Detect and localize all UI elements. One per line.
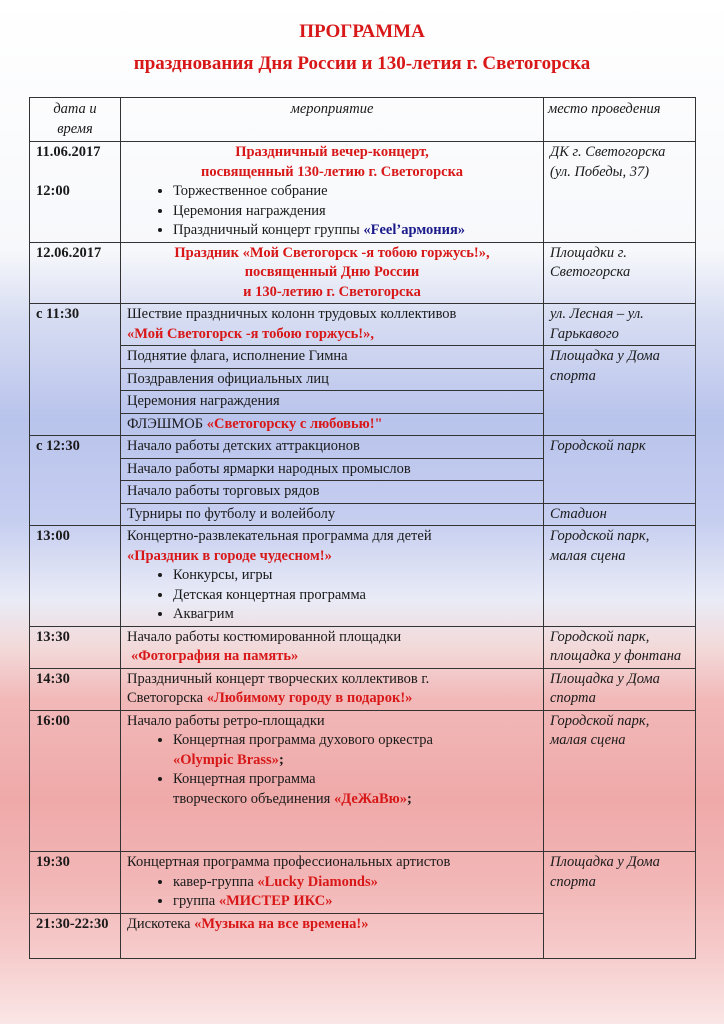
place-cell: Городской парк, малая сцена: [544, 526, 696, 627]
header-event: мероприятие: [121, 98, 544, 142]
event-cell: Церемония награждения: [121, 391, 544, 414]
place-cell: Стадион: [544, 503, 696, 526]
event-line: [127, 689, 537, 709]
time-cell: 13:00: [30, 526, 121, 627]
event-cell: [121, 710, 544, 852]
time-cell: с 12:30: [30, 436, 121, 526]
event-list: [127, 731, 537, 809]
time-cell: с 11:30: [30, 304, 121, 436]
page-title: ПРОГРАММА: [299, 21, 425, 42]
event-cell: Начало работы торговых рядов: [121, 481, 544, 504]
list-item: [173, 892, 537, 912]
event-list: [127, 182, 537, 241]
event-title: посвященный Дню России: [244, 264, 420, 280]
event-text: Шествие праздничных колонн трудовых коллективов: [127, 306, 457, 322]
event-text: Праздничный концерт творческих коллективов г.: [127, 670, 430, 687]
event-title: Праздничный вечер-концерт,: [235, 144, 429, 160]
table-row: [30, 304, 696, 346]
place-cell: Площадка у Дома спорта: [544, 852, 696, 959]
event-name: «Праздник в городе чудесном!»: [127, 547, 332, 564]
event-cell: [121, 852, 544, 914]
page-subtitle: празднования Дня России и 130-летия г. Светогорска: [133, 53, 591, 74]
event-name: «Музыка на все времена!»: [194, 915, 369, 932]
time-cell: 13:30: [30, 626, 121, 668]
list-item: • Церемония награждения: [173, 202, 537, 222]
event-text: Концертно-развлекательная программа для детей: [127, 528, 432, 544]
place-cell: Городской парк, площадка у фонтана: [544, 626, 696, 668]
list-item: • Торжественное собрание: [173, 182, 537, 202]
table-row: [30, 503, 696, 526]
table-row: [30, 852, 696, 914]
place-cell: Площадка у Дома спорта: [544, 346, 696, 436]
list-item: [173, 873, 537, 893]
item-name: «МИСТЕР ИКС»: [218, 893, 333, 909]
event-cell: [121, 913, 544, 958]
table-row: [30, 526, 696, 627]
place-cell: ДК г. Светогорска (ул. Победы, 37): [544, 142, 696, 243]
event-text: Начало работы ретро-площадки: [127, 712, 325, 729]
item-text: творческого объединения: [173, 790, 334, 807]
table-row: [30, 242, 696, 304]
program-table: [29, 97, 696, 959]
event-title: и 130-летию г. Светогорска: [243, 283, 421, 300]
table-row: [30, 626, 696, 668]
time-cell: 19:30: [30, 852, 121, 914]
item-name: «Lucky Diamonds»: [257, 873, 378, 890]
place-cell: Площадки г. Светогорска: [544, 242, 696, 304]
event-cell: Начало работы детских аттракционов: [121, 436, 544, 459]
event-name: «Светогорску с любовью!": [206, 415, 383, 432]
place-cell: Городской парк: [544, 436, 696, 504]
place-cell: Городской парк, малая сцена: [544, 710, 696, 852]
item-name: «Olympic Brass»: [173, 751, 279, 768]
group-name: «Feel’армония»: [363, 222, 466, 238]
time-cell: 21:30-22:30: [30, 913, 121, 958]
time-cell: 14:30: [30, 668, 121, 710]
list-item: • Аквагрим: [173, 605, 537, 625]
item-punct: ;: [407, 790, 412, 807]
list-item: [173, 731, 537, 770]
date: 11.06.2017: [36, 144, 101, 160]
list-item: [173, 221, 537, 241]
event-cell: [121, 413, 544, 436]
event-text: Светогорска: [127, 690, 207, 706]
table-row: [30, 346, 696, 369]
event-text: Начало работы костюмированной площадки: [127, 628, 402, 645]
time: 12:00: [36, 182, 70, 199]
event-cell: [121, 142, 544, 243]
event-text: Концертная программа профессиональных артистов: [127, 854, 451, 870]
event-text: ФЛЭШМОБ: [127, 415, 207, 432]
event-name: «Любимому городу в подарок!»: [206, 690, 413, 706]
header-date: дата и время: [30, 98, 121, 142]
header-place: место проведения: [544, 98, 696, 142]
list-item: • Детская концертная программа: [173, 586, 537, 606]
item-text: кавер-группа: [173, 873, 258, 890]
table-header: [30, 98, 696, 142]
event-cell: [121, 526, 544, 627]
table-row: [30, 436, 696, 459]
item-punct: ;: [278, 751, 284, 768]
event-cell: Поздравления официальных лиц: [121, 368, 544, 391]
event-cell: Поднятие флага, исполнение Гимна: [121, 346, 544, 369]
event-cell: [121, 626, 544, 668]
date-cell: [30, 142, 121, 243]
event-name: «Фотография на память»: [131, 648, 299, 664]
list-item: [173, 770, 537, 809]
item-text: Концертная программа духового оркестра: [173, 732, 433, 748]
place-cell: ул. Лесная – ул. Гарькавого: [544, 304, 696, 346]
item-text: Праздничный концерт группы: [173, 222, 364, 238]
table-row: [30, 710, 696, 852]
event-cell: Начало работы ярмарки народных промыслов: [121, 458, 544, 481]
event-cell: [121, 242, 544, 304]
item-text: группа: [173, 893, 219, 909]
event-cell: [121, 304, 544, 346]
event-name: «Мой Светогорск -я тобою горжусь!»,: [127, 325, 375, 342]
time-cell: 16:00: [30, 710, 121, 852]
place-cell: Площадка у Дома спорта: [544, 668, 696, 710]
list-item: • Конкурсы, игры: [173, 566, 537, 586]
event-title: посвященный 130-летию г. Светогорска: [200, 163, 464, 180]
table-row: [30, 668, 696, 710]
item-text: Концертная программа: [173, 771, 316, 787]
event-text: Дискотека: [127, 915, 195, 932]
table-row: [30, 142, 696, 243]
date-cell: 12.06.2017: [30, 242, 121, 304]
event-cell: [121, 668, 544, 710]
event-list: [127, 566, 537, 625]
event-cell: Турниры по футболу и волейболу: [121, 503, 544, 526]
item-name: «ДеЖаВю»: [333, 790, 408, 807]
event-list: [127, 873, 537, 912]
event-title: Праздник «Мой Светогорск -я тобою горжусь!»,: [174, 244, 490, 261]
